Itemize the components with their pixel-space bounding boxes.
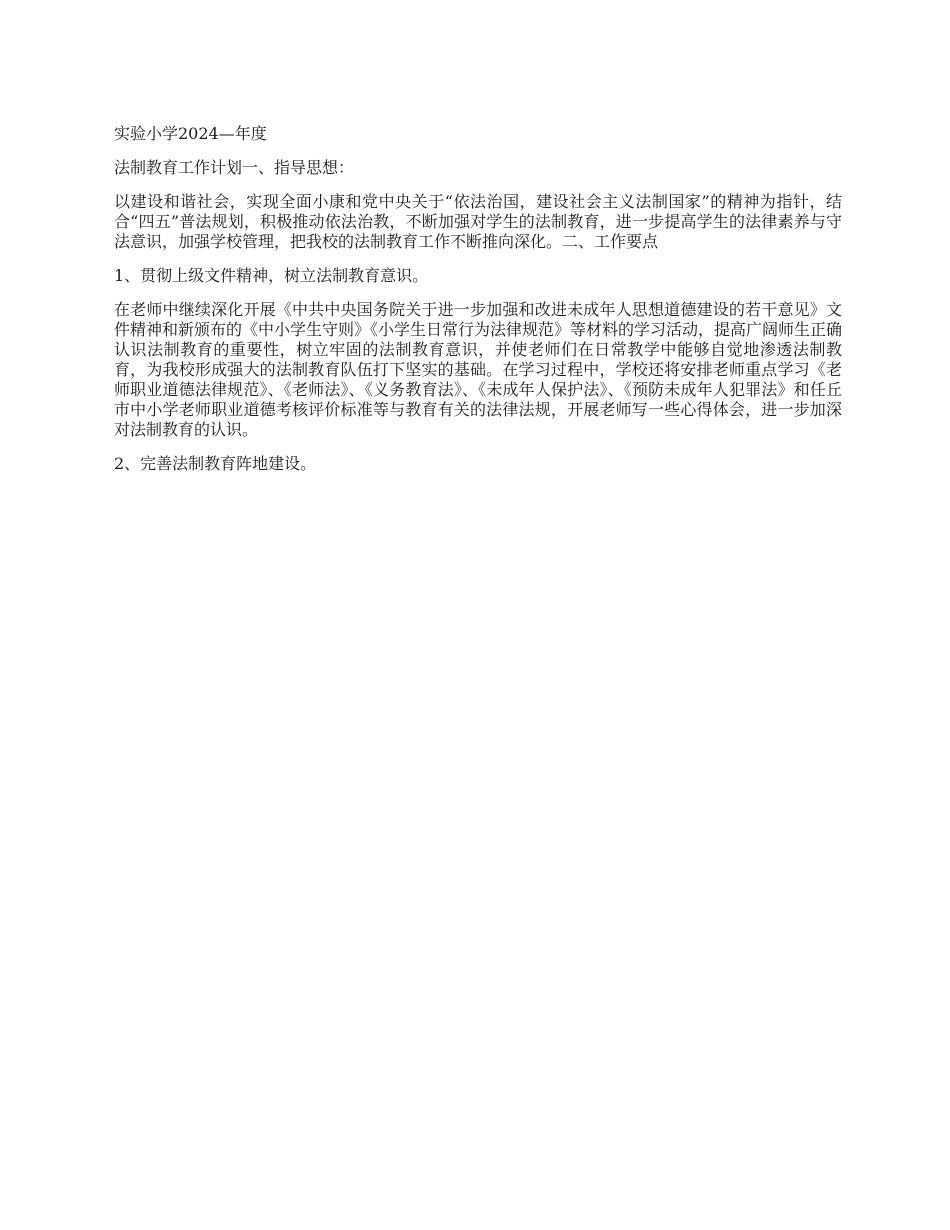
document-subheading-line: 法制教育工作计划一、指导思想： (114, 158, 355, 177)
paragraph-item-1-title: 1、贯彻上级文件精神，树立法制教育意识。 (114, 266, 429, 285)
paragraph-item-2-title: 2、完善法制教育阵地建设。 (114, 454, 317, 473)
paragraph-item-1-body: 在老师中继续深化开展《中共中央国务院关于进一步加强和改进未成年人思想道德建设的若干意见》文件精神和新颁布的《中小学生守则》《小学生日常行为法律规范》等材料的学习活动，提高广阔师生正确认识法制教育的重要性，树立牢固的法制教育意识，并使老师们在日常教学中能够自觉地渗透法制教育，为我校形成强大的法制教育队伍打下坚实的基础。在学习过程中，学校还将安排老师重点学习《老师职业道德法律规范》、《老师法》、《义务教育法》、《未成年人保护法》、《预防未成年人犯罪法》和任丘市中小学老师职业道德考核评价标准等与教育有关的法律法规，开展老师写一些心得体会，进一步加深对法制教育的认识。 (114, 300, 843, 439)
paragraph-guiding-ideology: 以建设和谐社会，实现全面小康和党中央关于“依法治国，建设社会主义法制国家”的精神为指针，结合“四五”普法规划，积极推动依法治教，不断加强对学生的法制教育，进一步提高学生的法律素养与守法意识，加强学校管理，把我校的法制教育工作不断推向深化。二、工作要点 (114, 192, 842, 251)
document-heading-line: 实验小学2024—年度 (114, 124, 267, 143)
document-body (114, 124, 842, 488)
